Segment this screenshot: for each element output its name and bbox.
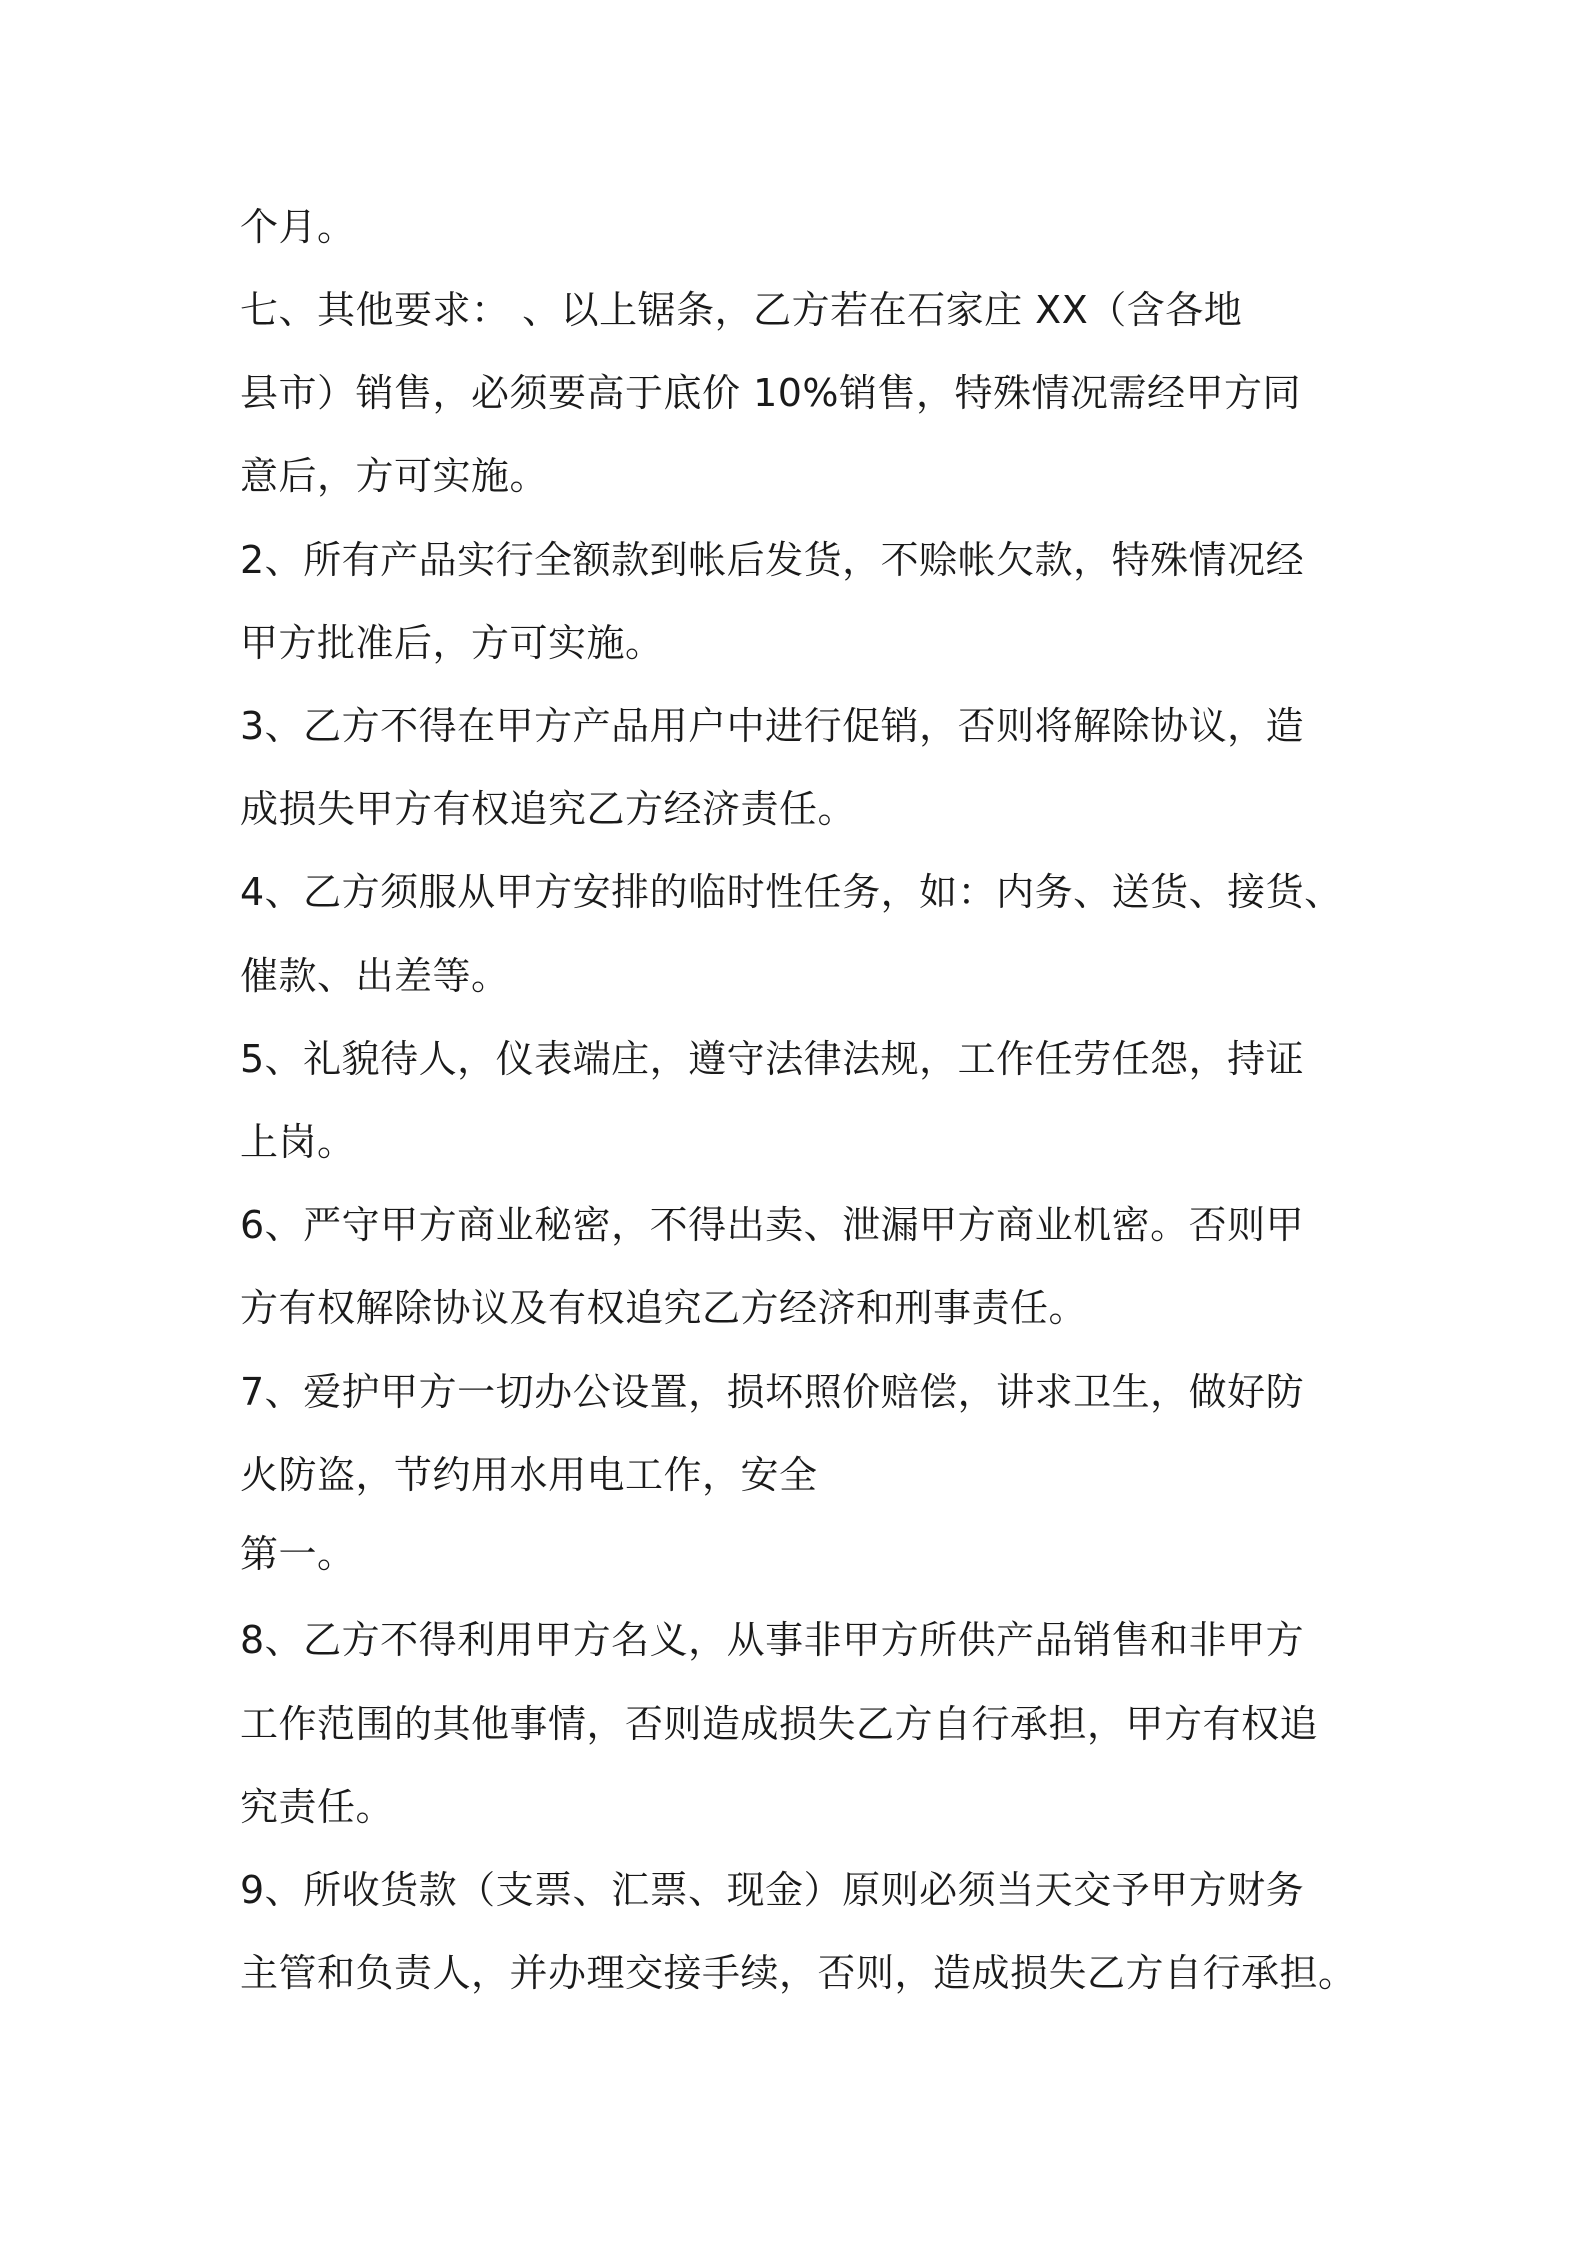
- text-line: 5、礼貌待人，仪表端庄，遵守法律法规，工作任劳任怨，持证: [240, 1037, 1305, 1081]
- text-line: 上岗。: [240, 1120, 356, 1164]
- text-line: 甲方批准后，方可实施。: [240, 621, 664, 665]
- text-line: 8、乙方不得利用甲方名义，从事非甲方所供产品销售和非甲方: [240, 1618, 1305, 1662]
- text-line: 个月。: [240, 205, 356, 249]
- text-line: 7、爱护甲方一切办公设置，损坏照价赔偿，讲求卫生，做好防: [240, 1370, 1305, 1414]
- text-line: 意后，方可实施。: [240, 454, 549, 498]
- text-line: 工作范围的其他事情，否则造成损失乙方自行承担，甲方有权追: [240, 1702, 1319, 1746]
- text-line: 9、所收货款（支票、汇票、现金）原则必须当天交予甲方财务: [240, 1868, 1305, 1912]
- text-line: 2、所有产品实行全额款到帐后发货，不赊帐欠款，特殊情况经: [240, 538, 1305, 582]
- text-line: 方有权解除协议及有权追究乙方经济和刑事责任。: [240, 1286, 1088, 1330]
- text-line: 县市）销售，必须要高于底价 10%销售，特殊情况需经甲方同: [240, 371, 1302, 415]
- text-line: 催款、出差等。: [240, 954, 510, 998]
- text-line: 6、严守甲方商业秘密，不得出卖、泄漏甲方商业机密。否则甲: [240, 1203, 1305, 1247]
- text-line: 3、乙方不得在甲方产品用户中进行促销，否则将解除协议，造: [240, 704, 1305, 748]
- text-line: 主管和负责人，并办理交接手续，否则，造成损失乙方自行承担。: [240, 1951, 1357, 1995]
- text-line: 第一。: [240, 1532, 356, 1576]
- text-line: 4、乙方须服从甲方安排的临时性任务，如：内务、送货、接货、: [240, 870, 1343, 914]
- text-line: 七、其他要求： 、以上锯条，乙方若在石家庄 XX（含各地: [240, 288, 1243, 332]
- text-line: 究责任。: [240, 1785, 395, 1829]
- text-line: 成损失甲方有权追究乙方经济责任。: [240, 787, 857, 831]
- text-line: 火防盗，节约用水用电工作，安全: [240, 1453, 818, 1497]
